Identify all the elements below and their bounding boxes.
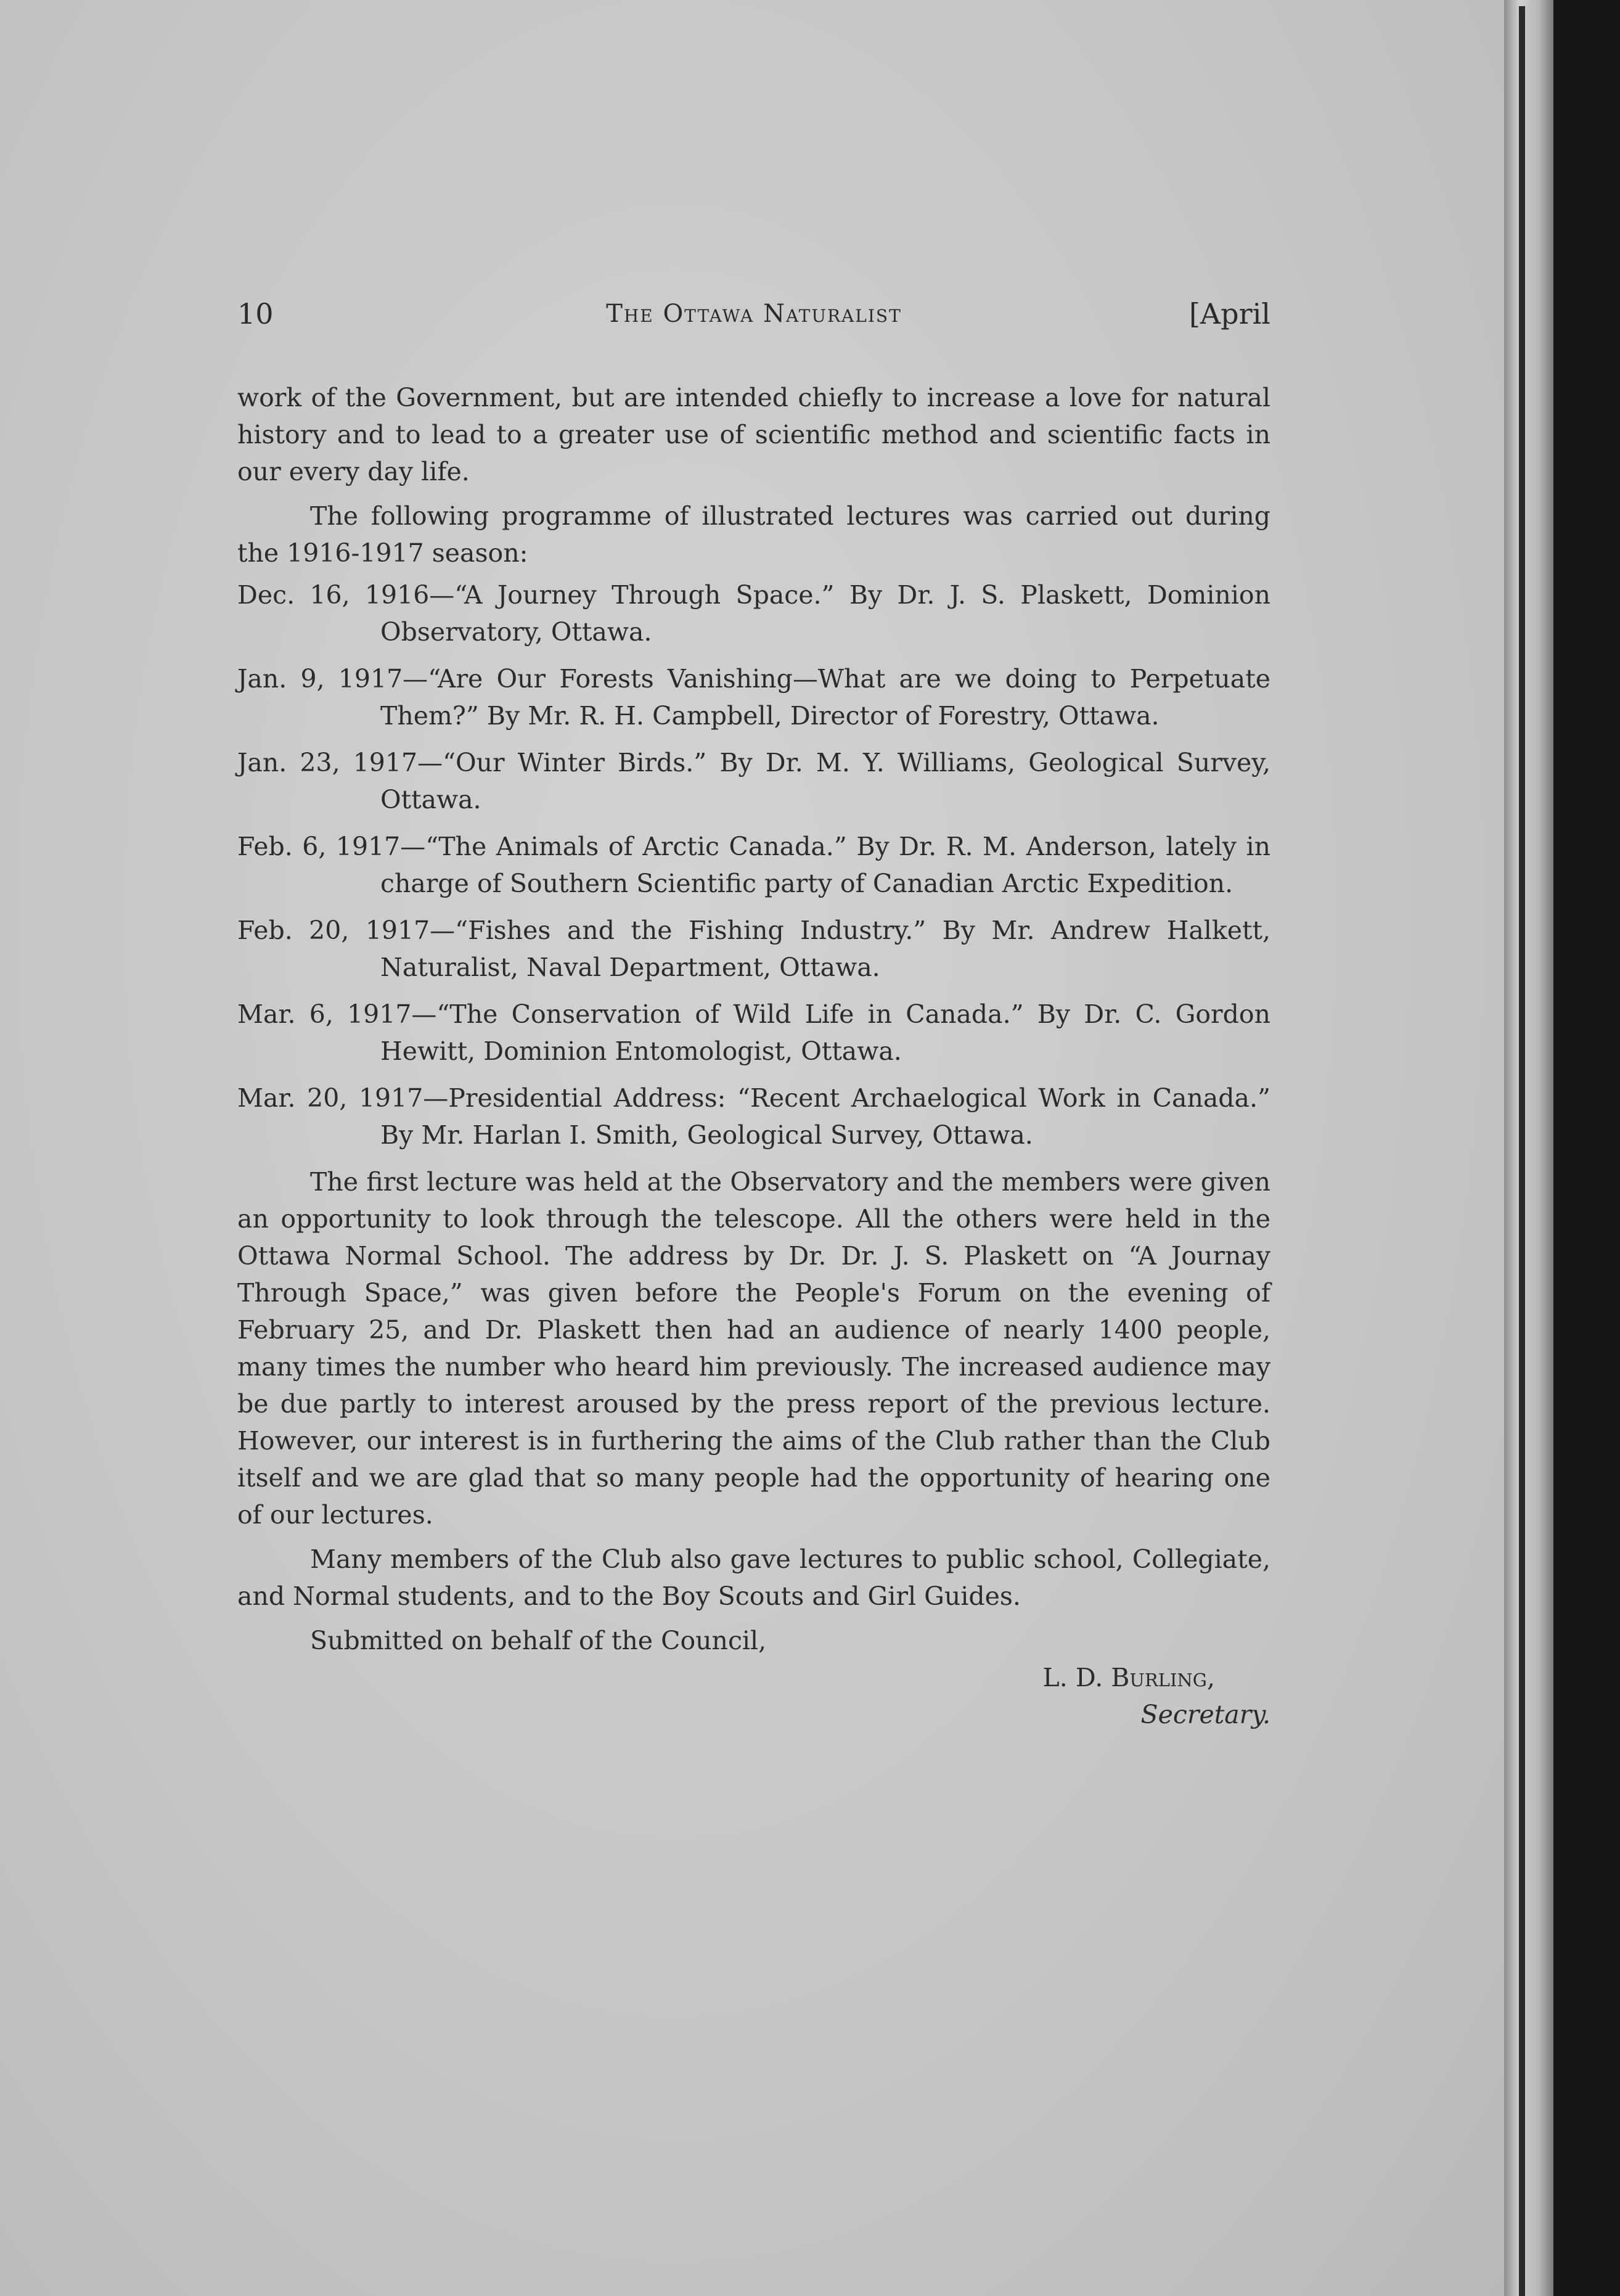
signature-block [237,1659,1270,1733]
lecture-list [237,576,1270,1154]
lecture-item: Feb. 20, 1917—“Fishes and the Fishing Industry.” By Mr. Andrew Halkett, Naturalist, Naval Department, Ottawa. [237,916,1270,982]
page-number: 10 [237,297,274,330]
lecture-item: Mar. 6, 1917—“The Conservation of Wild Life in Canada.” By Dr. C. Gordon Hewitt, Dominion Entomologist, Ottawa. [237,999,1270,1066]
binding-edge-line [1519,6,1525,2296]
programme-intro-paragraph: The following programme of illustrated lectures was carried out during the 1916-1917 season: [237,501,1270,568]
issue-month: [April [1188,297,1270,330]
lecture-item: Mar. 20, 1917—Presidential Address: “Recent Archaelogical Work in Canada.” By Mr. Harlan I. Smith, Geological Survey, Ottawa. [237,1083,1270,1150]
scan-border [1553,0,1620,2296]
intro-continuation-paragraph: work of the Government, but are intended chiefly to increase a love for natural history and to lead to a greater use of scientific method and scientific facts in our every day life. [237,383,1270,486]
lecture-item: Jan. 23, 1917—“Our Winter Birds.” By Dr. M. Y. Williams, Geological Survey, Ottawa. [237,748,1270,814]
first-lecture-paragraph: The first lecture was held at the Observatory and the members were given an opportunity to look through the telescope. All the others were held in the Ottawa Normal School. The address by Dr. Dr. J. S. Plaskett on “A Journay Through Space,” was given before the People's Forum on the evening of February 25, and Dr. Plaskett then had an audience of nearly 1400 people, many times the number who heard him previously. The increased audience may be due partly to interest aroused by the press report of the previous lecture. However, our interest is in furthering the aims of the Club rather than the Club itself and we are glad that so many people had the opportunity of hearing one of our lectures. [237,1167,1270,1530]
page-edge [1504,0,1553,2296]
lecture-item: Jan. 9, 1917—“Are Our Forests Vanishing—What are we doing to Perpetuate Them?” By Mr. R. H. Campbell, Director of Forestry, Ottawa. [237,664,1270,731]
signatory-name: L. D. Burling, [1042,1663,1215,1692]
journal-title: The Ottawa Naturalist [606,300,902,328]
closing-line: Submitted on behalf of the Council, [310,1626,767,1655]
running-header [237,297,1270,340]
members-paragraph: Many members of the Club also gave lectures to public school, Collegiate, and Normal students, and to the Boy Scouts and Girl Guides. [237,1544,1270,1611]
lecture-item: Feb. 6, 1917—“The Animals of Arctic Canada.” By Dr. R. M. Anderson, lately in charge of Southern Scientific party of Canadian Arctic Expedition. [237,832,1270,898]
article-body [237,379,1270,1733]
lecture-item: Dec. 16, 1916—“A Journey Through Space.” By Dr. J. S. Plaskett, Dominion Observatory, Ottawa. [237,580,1270,647]
signatory-title: Secretary. [1140,1700,1270,1729]
